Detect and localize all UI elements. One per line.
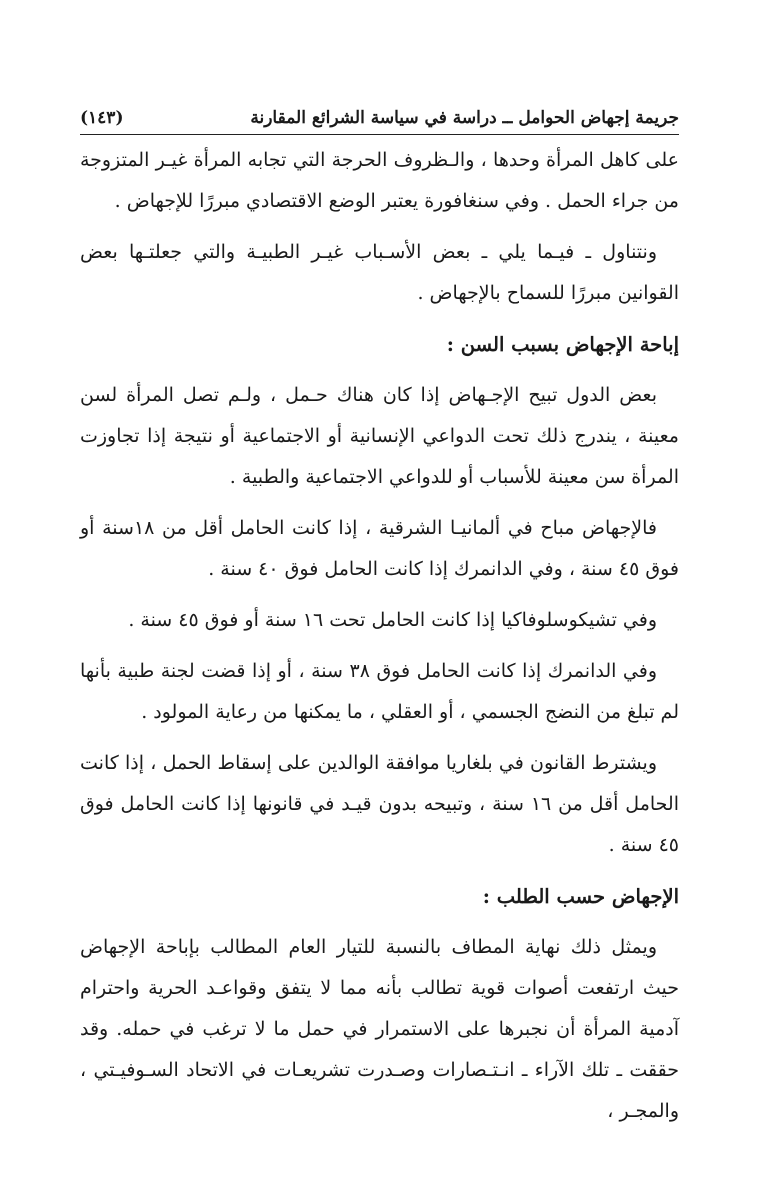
paragraph: ويشترط القانون في بلغاريا موافقة الوالدين على إسقاط الحمل ، إذا كانت الحامل أقل من ١٦ سنة ، وتبيحه بدون قيـد في قانونها إذا كانت الحامل فوق ٤٥ سنة .	[80, 752, 680, 856]
page-body	[80, 140, 679, 1142]
section-heading: الإجهاض حسب الطلب :	[482, 885, 679, 908]
paragraph: فالإجهاض مباح في ألمانيـا الشرقية ، إذا كانت الحامل أقل من ١٨سنة أو فوق ٤٥ سنة ، وفي الدانمرك إذا كانت الحامل فوق ٤٠ سنة .	[80, 517, 679, 580]
paragraph: بعض الدول تبيح الإجـهاض إذا كان هناك حـمل ، ولـم تصل المرأة لسن معينة ، يندرج ذلك تحت الدواعي الإنسانية أو الاجتماعية أو نتيجة إذا تجاوزت المرأة سن معينة للأسباب أو للدواعي الاجتماعية والطبية .	[80, 384, 679, 488]
paragraph: ويمثل ذلك نهاية المطاف بالنسبة للتيار العام المطالب بإباحة الإجهاض حيث ارتفعت أصوات قوية تطالب بأنه مما لا يتفق وقواعـد الحرية واحترام آدمية المرأة أن نجبرها على الاستمرار في حمل ما لا ترغب في حمله. وقد حققت ـ تلك الآراء ـ انـتـصارات وصـدرت تشريعـات في الاتحاد السـوفيـتي ، والمجـر ،	[80, 936, 679, 1122]
paragraph: وفي تشيكوسلوفاكيا إذا كانت الحامل تحت ١٦ سنة أو فوق ٤٥ سنة .	[128, 609, 657, 631]
page-number: (١٤٣)	[80, 108, 124, 128]
running-title: جريمة إجهاض الحوامل ــ دراسة في سياسة الشرائع المقارنة	[250, 108, 679, 128]
section-heading: إباحة الإجهاض بسبب السن :	[446, 333, 679, 356]
paragraph: على كاهل المرأة وحدها ، والـظروف الحرجة التي تجابه المرأة غيـر المتزوجة من جراء الحمل . وفي سنغافورة يعتبر الوضع الاقتصادي مبررًا للإجهاض .	[80, 149, 679, 212]
paragraph: ونتناول ـ فيـما يلي ـ بعض الأسـباب غيـر الطبيـة والتي جعلتـها بعض القوانين مبررًا للسماح بالإجهاض .	[80, 241, 679, 304]
paragraph: وفي الدانمرك إذا كانت الحامل فوق ٣٨ سنة ، أو إذا قضت لجنة طبية بأنها لم تبلغ من النضج الجسمي ، أو العقلي ، ما يمكنها من رعاية المولود .	[80, 660, 679, 723]
page-header	[80, 94, 679, 135]
